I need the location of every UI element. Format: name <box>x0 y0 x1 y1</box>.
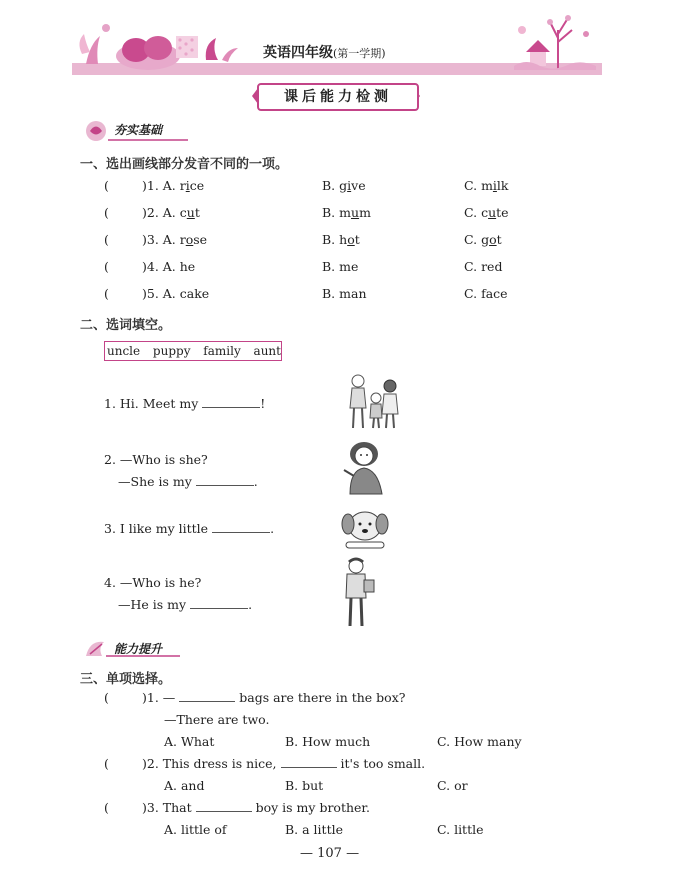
q3-2-paren: ( <box>104 756 109 771</box>
word-bank-box: uncle puppy family aunt <box>104 341 282 361</box>
q3-3-paren: ( <box>104 800 109 815</box>
q1-2-option-a: )2. A. cut <box>142 205 200 220</box>
q1-5-option-a: )5. A. cake <box>142 286 210 301</box>
q3-2-option-c: C. or <box>437 778 468 793</box>
q1-4-option-a: )4. A. he <box>142 259 196 274</box>
q1-3-option-a: )3. A. rose <box>142 232 208 247</box>
q3-3-stem: )3. That boy is my brother. <box>142 800 370 815</box>
badge-advance-label: 能力提升 <box>114 642 163 656</box>
q1-1-paren: ( <box>104 178 109 193</box>
q2-4-line1: 4. —Who is he? <box>104 575 202 590</box>
q1-1-option-a: )1. A. rice <box>142 178 205 193</box>
q3-2-stem: )2. This dress is nice, it's too small. <box>142 756 426 771</box>
section-2-heading: 二、选词填空。 <box>80 318 172 333</box>
q3-2-blank[interactable] <box>281 767 337 768</box>
q1-5-option-b: B. man <box>322 286 367 301</box>
header-title: 英语四年级(第一学期) <box>263 45 386 61</box>
q2-3-blank[interactable] <box>212 532 270 533</box>
q1-4-option-c: C. red <box>464 259 503 274</box>
q3-1-option-a: A. What <box>164 734 215 749</box>
q1-2-paren: ( <box>104 205 109 220</box>
q3-1-option-b: B. How much <box>285 734 371 749</box>
q3-3-option-b: B. a little <box>285 822 343 837</box>
badge-basic-label: 夯实基础 <box>114 123 163 137</box>
q1-1-option-c: C. milk <box>464 178 509 193</box>
uncle-illustration <box>338 556 378 628</box>
q3-1-stem: )1. — bags are there in the box? <box>142 690 406 705</box>
q2-2-line1: 2. —Who is she? <box>104 452 208 467</box>
q1-3-paren: ( <box>104 232 109 247</box>
q1-1-option-b: B. give <box>322 178 366 193</box>
q1-5-paren: ( <box>104 286 109 301</box>
q2-1-blank[interactable] <box>202 407 260 408</box>
q1-4-paren: ( <box>104 259 109 274</box>
puppy-illustration <box>338 504 392 550</box>
q3-1-paren: ( <box>104 690 109 705</box>
q2-2-blank[interactable] <box>196 485 254 486</box>
q3-1-option-c: C. How many <box>437 734 522 749</box>
family-illustration <box>340 372 402 430</box>
q3-3-blank[interactable] <box>196 811 252 812</box>
q2-2-line2: —She is my . <box>118 474 258 489</box>
q3-1-answer-line: —There are two. <box>164 712 270 727</box>
q1-4-option-b: B. me <box>322 259 359 274</box>
page-title: 课后能力检测 <box>257 83 419 111</box>
q1-5-option-c: C. face <box>464 286 508 301</box>
q3-3-option-a: A. little of <box>164 822 227 837</box>
aunt-illustration <box>336 436 392 496</box>
q2-4-blank[interactable] <box>190 608 248 609</box>
q1-2-option-c: C. cute <box>464 205 509 220</box>
q2-4-line2: —He is my . <box>118 597 253 612</box>
q2-1-text: 1. Hi. Meet my ! <box>104 396 266 411</box>
header-decoration-left <box>76 14 246 72</box>
q3-2-option-b: B. but <box>285 778 324 793</box>
q1-2-option-b: B. mum <box>322 205 371 220</box>
header-decoration-right <box>510 12 602 72</box>
q1-3-option-b: B. hot <box>322 232 360 247</box>
q3-1-blank[interactable] <box>179 701 235 702</box>
q3-2-option-a: A. and <box>164 778 205 793</box>
q3-3-option-c: C. little <box>437 822 484 837</box>
q1-3-option-c: C. got <box>464 232 502 247</box>
q2-3-text: 3. I like my little . <box>104 521 275 536</box>
page-number: — 107 — <box>300 846 360 861</box>
section-3-heading: 三、单项选择。 <box>80 672 172 687</box>
section-1-heading: 一、选出画线部分发音不同的一项。 <box>80 157 289 172</box>
